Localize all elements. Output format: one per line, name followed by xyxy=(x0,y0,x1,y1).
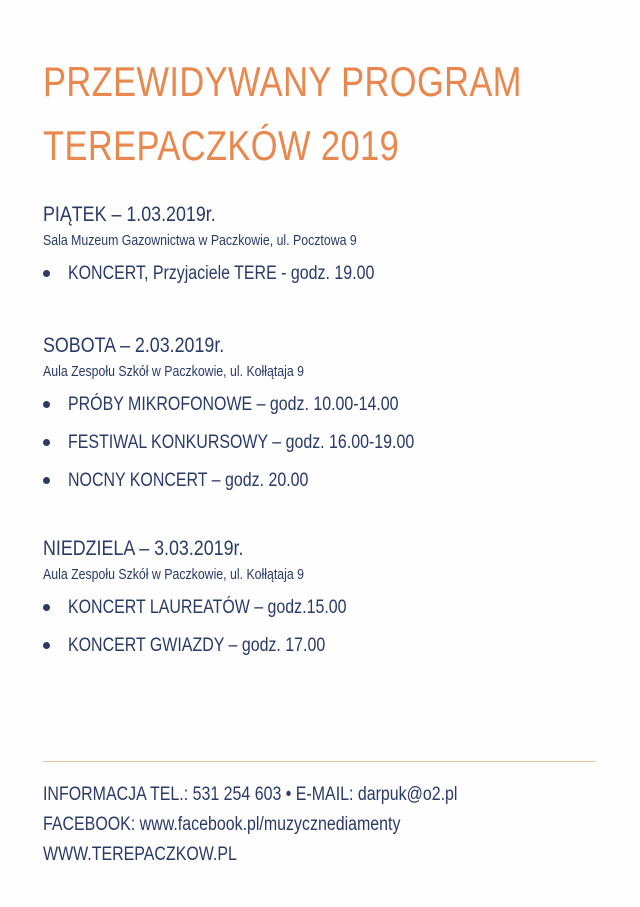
event-list xyxy=(43,595,603,671)
footer xyxy=(43,780,603,870)
event-text: KONCERT LAUREATÓW – godz.15.00 xyxy=(68,597,347,618)
event-item xyxy=(43,595,603,633)
day-heading: NIEDZIELA – 3.03.2019r. xyxy=(43,537,244,560)
event-text: KONCERT, Przyjaciele TERE - godz. 19.00 xyxy=(68,263,375,284)
event-text: PRÓBY MIKROFONOWE – godz. 10.00-14.00 xyxy=(68,394,399,415)
bullet-icon xyxy=(43,439,50,446)
bullet-icon xyxy=(43,477,50,484)
event-list xyxy=(43,261,603,299)
event-text: FESTIWAL KONKURSOWY – godz. 16.00-19.00 xyxy=(68,432,415,453)
facebook-link[interactable]: FACEBOOK: www.facebook.pl/muzycznediamenty xyxy=(43,814,401,835)
event-list xyxy=(43,392,603,506)
day-heading: PIĄTEK – 1.03.2019r. xyxy=(43,203,216,226)
bullet-icon xyxy=(43,604,50,611)
event-item xyxy=(43,392,603,430)
title-line-2: TEREPACZKÓW 2019 xyxy=(43,122,400,169)
contact-info: INFORMACJA TEL.: 531 254 603 • E-MAIL: darpuk@o2.pl xyxy=(43,784,458,805)
event-item xyxy=(43,468,603,506)
page-title xyxy=(43,50,522,178)
event-text: KONCERT GWIAZDY – godz. 17.00 xyxy=(68,635,326,656)
website-link[interactable]: WWW.TEREPACZKOW.PL xyxy=(43,844,237,865)
bullet-icon xyxy=(43,270,50,277)
day-venue: Aula Zespołu Szkół w Paczkowie, ul. Kołłątaja 9 xyxy=(43,567,305,583)
day-venue: Sala Muzeum Gazownictwa w Paczkowie, ul. Pocztowa 9 xyxy=(43,233,357,249)
day-venue: Aula Zespołu Szkół w Paczkowie, ul. Kołłątaja 9 xyxy=(43,364,305,380)
event-text: NOCNY KONCERT – godz. 20.00 xyxy=(68,470,309,491)
event-item xyxy=(43,261,603,299)
day-heading: SOBOTA – 2.03.2019r. xyxy=(43,334,225,357)
day-section-sunday xyxy=(43,535,603,671)
footer-divider xyxy=(43,761,596,762)
day-section-friday xyxy=(43,201,603,299)
title-line-1: PRZEWIDYWANY PROGRAM xyxy=(43,58,522,105)
bullet-icon xyxy=(43,642,50,649)
bullet-icon xyxy=(43,401,50,408)
event-item xyxy=(43,430,603,468)
event-item xyxy=(43,633,603,671)
day-section-saturday xyxy=(43,332,603,506)
